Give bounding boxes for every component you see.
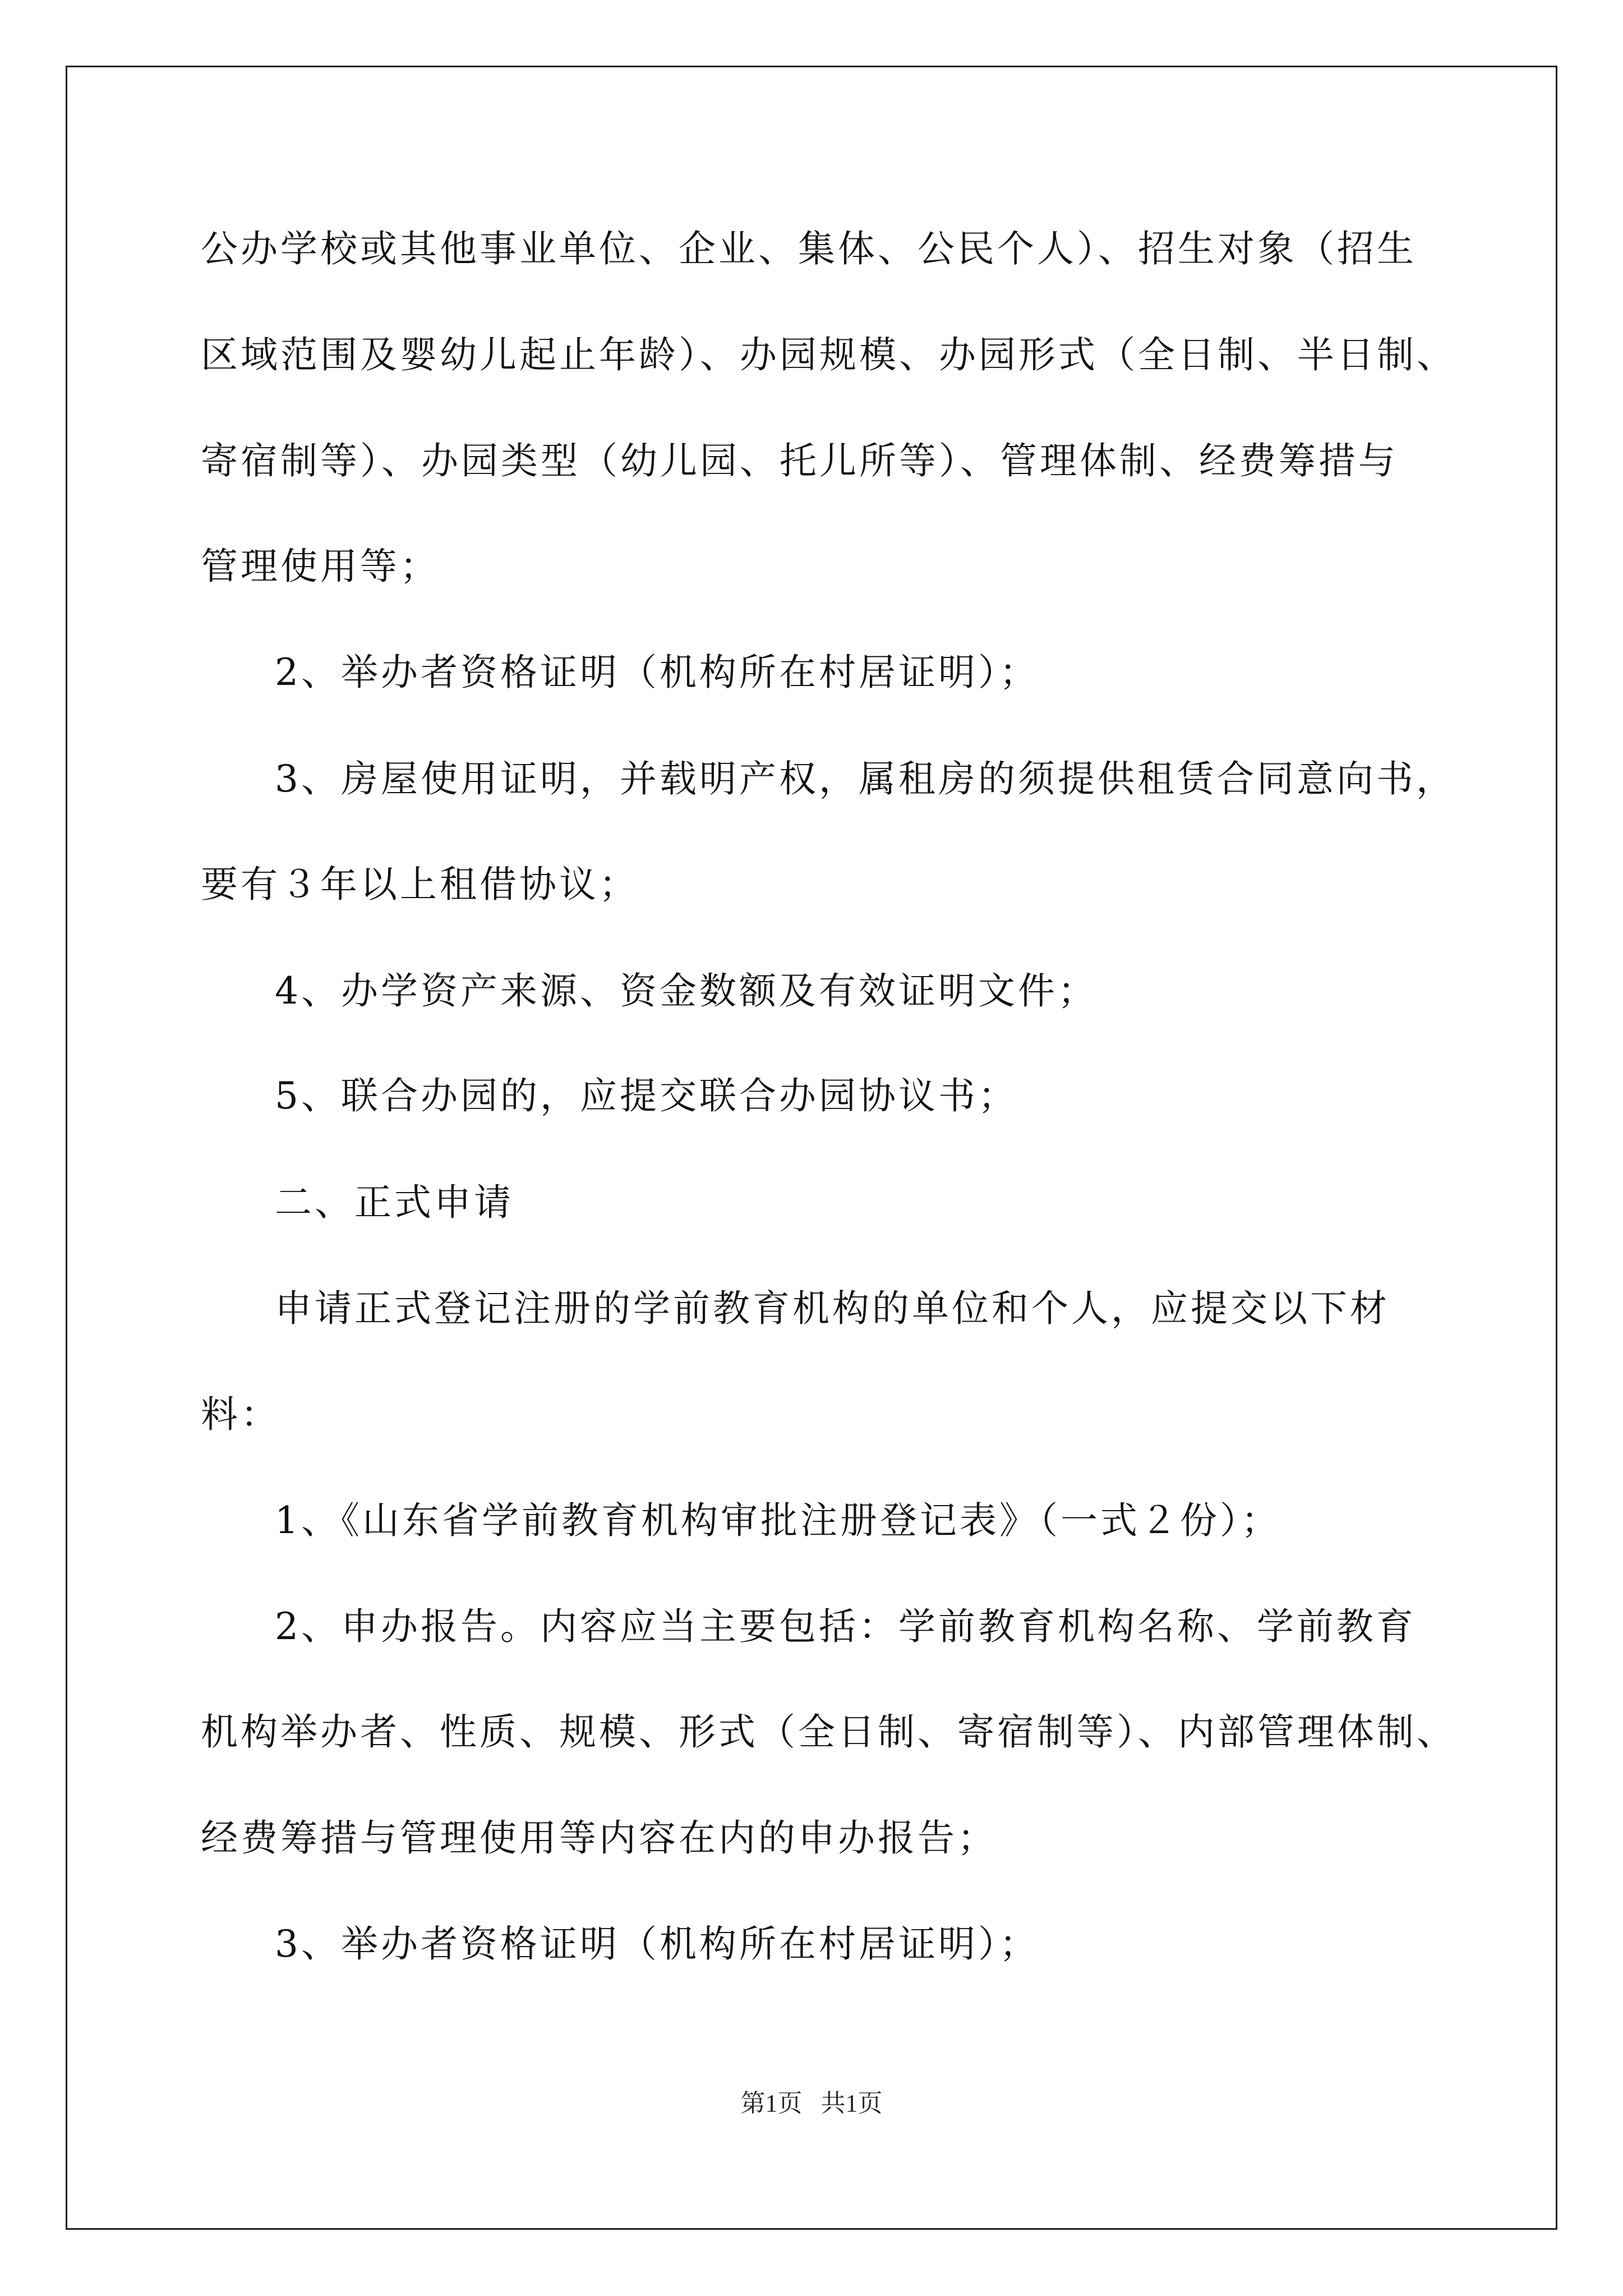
- text-line: 1、《山东省学前教育机构审批注册登记表》（一式２份）；: [275, 1499, 1281, 1542]
- text-line: 管理使用等；: [201, 545, 440, 588]
- text-line: 2、申办报告。内容应当主要包括：学前教育机构名称、学前教育: [275, 1605, 1416, 1648]
- text-line: 寄宿制等）、办园类型（幼儿园、托儿所等）、管理体制、经费筹措与: [201, 439, 1398, 482]
- text-line: 2、举办者资格证明（机构所在村居证明）；: [275, 651, 1039, 694]
- text-line: 5、联合办园的，应提交联合办园协议书；: [275, 1074, 1018, 1117]
- page-number-footer: 第1页 共1页: [740, 2090, 883, 2117]
- text-line: 机构举办者、性质、规模、形式（全日制、寄宿制等）、内部管理体制、: [201, 1710, 1456, 1754]
- text-line: 料：: [201, 1393, 280, 1436]
- text-line: 3、举办者资格证明（机构所在村居证明）；: [275, 1922, 1039, 1966]
- text-line: 申请正式登记注册的学前教育机构的单位和个人，应提交以下材: [275, 1287, 1390, 1330]
- text-line: 4、办学资产来源、资金数额及有效证明文件；: [275, 969, 1098, 1013]
- page-border: [66, 66, 1557, 2230]
- text-line: 区域范围及婴幼儿起止年龄）、办园规模、办园形式（全日制、半日制、: [201, 333, 1456, 376]
- text-line: 经费筹措与管理使用等内容在内的申办报告；: [201, 1816, 997, 1860]
- section-heading: 二、正式申请: [275, 1181, 514, 1224]
- text-line: 公办学校或其他事业单位、企业、集体、公民个人）、招生对象（招生: [201, 227, 1417, 270]
- text-line: 3、房屋使用证明，并载明产权，属租房的须提供租赁合同意向书，: [275, 757, 1456, 800]
- text-line: 要有３年以上租借协议；: [201, 863, 639, 906]
